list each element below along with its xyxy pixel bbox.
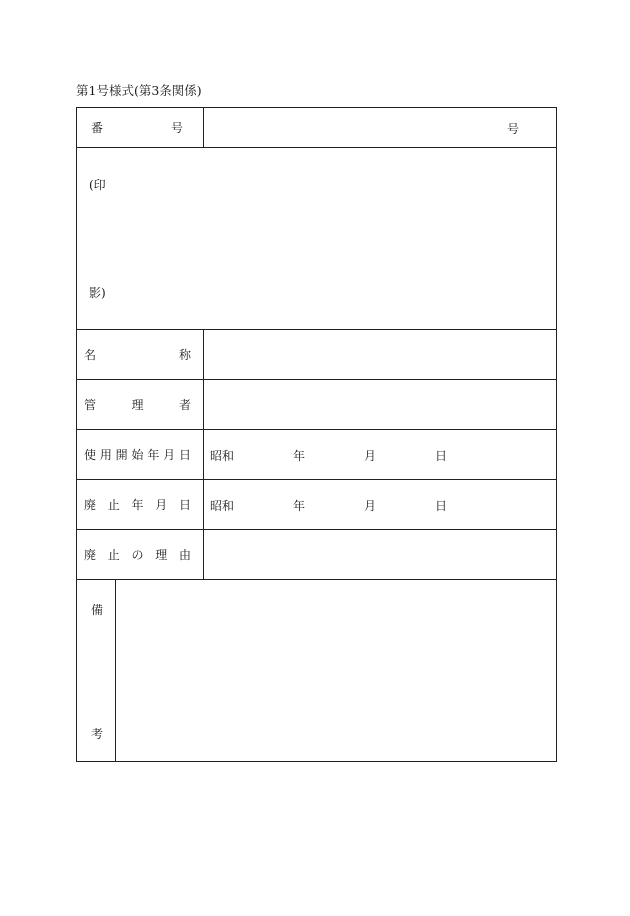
number-suffix: 号: [507, 122, 520, 136]
abolish-date-day: 日: [435, 499, 448, 513]
label-name: 名 称: [84, 348, 191, 362]
row-seal[interactable]: [77, 148, 556, 330]
row-abolish-date: [77, 480, 556, 530]
label-abolish-reason: 廃 止 の 理 由: [84, 548, 191, 562]
remarks-field[interactable]: [116, 580, 556, 761]
seal-label-bottom: 影): [89, 286, 106, 300]
abolish-reason-field[interactable]: [204, 530, 556, 579]
start-date-year: 年: [293, 449, 306, 463]
row-start-date: [77, 430, 556, 480]
label-start-date: 使 用 開 始 年 月 日: [84, 448, 191, 462]
row-remarks: [77, 580, 556, 761]
label-number: 番 号: [91, 121, 183, 135]
row-manager: [77, 380, 556, 430]
registration-form: [76, 107, 557, 762]
start-date-era: 昭和: [210, 449, 235, 463]
manager-field[interactable]: [204, 380, 556, 429]
label-abolish-date: 廃 止 年 月 日: [84, 498, 191, 512]
abolish-date-year: 年: [293, 499, 306, 513]
remarks-label-bottom: 考: [91, 727, 104, 741]
remarks-label-top: 備: [91, 603, 104, 617]
start-date-month: 月: [364, 449, 377, 463]
start-date-day: 日: [435, 449, 448, 463]
abolish-date-era: 昭和: [210, 499, 235, 513]
form-title: 第1号様式(第3条関係): [76, 83, 202, 98]
row-abolish-reason: [77, 530, 556, 580]
seal-label-top: (印: [89, 178, 106, 192]
name-field[interactable]: [204, 330, 556, 379]
label-manager: 管 理 者: [84, 398, 191, 412]
number-field[interactable]: [204, 108, 556, 147]
row-number: [77, 108, 556, 148]
row-name: [77, 330, 556, 380]
abolish-date-month: 月: [364, 499, 377, 513]
